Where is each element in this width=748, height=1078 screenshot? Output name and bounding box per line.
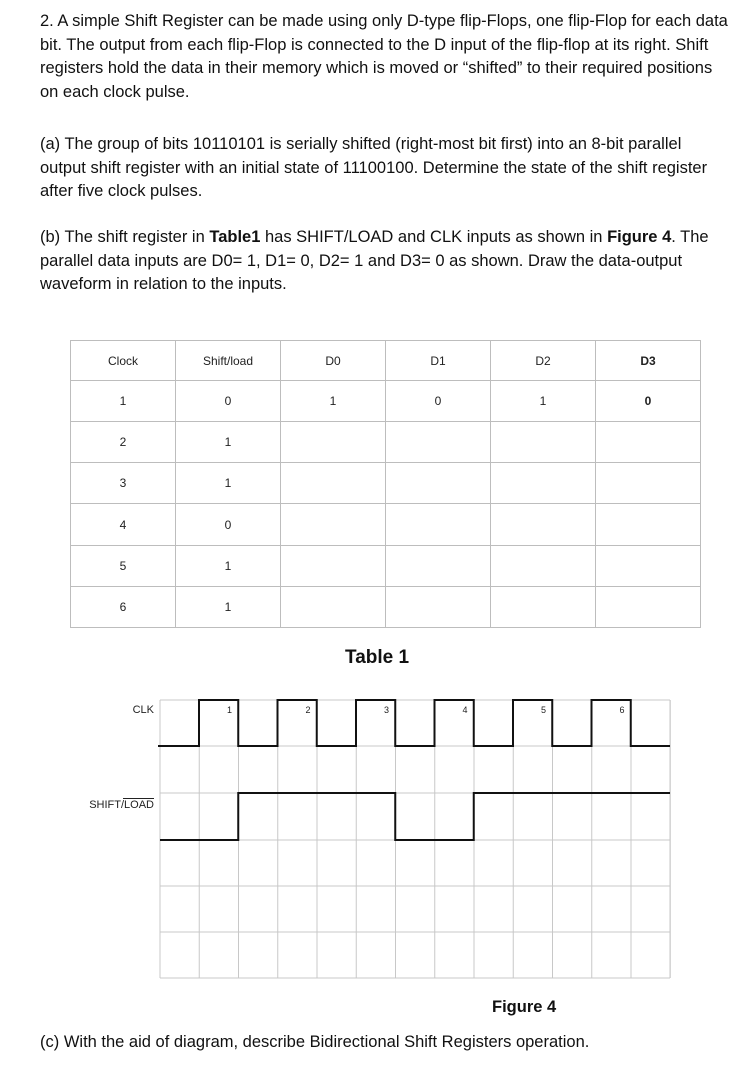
header-d3: D3 bbox=[596, 341, 701, 381]
clk-waveform bbox=[158, 700, 670, 746]
cell-d2: 1 bbox=[491, 381, 596, 422]
shift-load-label: SHIFT/LOAD bbox=[89, 799, 154, 811]
cell-clock: 5 bbox=[71, 545, 176, 586]
table-caption: Table 1 bbox=[345, 647, 410, 668]
cell-d0: 1 bbox=[281, 381, 386, 422]
cell-d2 bbox=[491, 545, 596, 586]
cell-d1: 0 bbox=[386, 381, 491, 422]
cell-d2 bbox=[491, 463, 596, 504]
table-row bbox=[71, 545, 701, 586]
cell-clock: 3 bbox=[71, 463, 176, 504]
cell-d0 bbox=[281, 463, 386, 504]
part-b-table-ref: Table1 bbox=[209, 228, 261, 246]
cell-d2 bbox=[491, 422, 596, 463]
clock-pulse-labels bbox=[227, 705, 625, 715]
question-part-a: (a) The group of bits 10110101 is serially shifted (right-most bit first) into an 8-bit parallel output shift register with an initial state of 11100100. Determine the state of the shift register after five clock pulses. bbox=[40, 135, 708, 200]
header-clock: Clock bbox=[71, 341, 176, 381]
cell-d1 bbox=[386, 504, 491, 545]
cell-shift-load: 0 bbox=[176, 381, 281, 422]
cell-d3: 0 bbox=[596, 381, 701, 422]
shift-load-waveform bbox=[160, 793, 670, 840]
part-b-figure-ref: Figure 4 bbox=[607, 228, 672, 246]
question-part-b bbox=[40, 226, 730, 297]
question-intro: 2. A simple Shift Register can be made using only D-type flip-Flops, one flip-Flop for each data bit. The output from each flip-Flop is connected to the D input of the flip-flop at its right. Shift registers hold the data in their memory which is moved or “shifted” to their required positions on each clock pulse. bbox=[40, 12, 728, 101]
cell-d0 bbox=[281, 504, 386, 545]
cell-d3 bbox=[596, 463, 701, 504]
table-row bbox=[71, 463, 701, 504]
header-d1: D1 bbox=[386, 341, 491, 381]
cell-shift-load: 1 bbox=[176, 422, 281, 463]
cell-shift-load: 1 bbox=[176, 586, 281, 627]
part-b-text-2: has SHIFT/LOAD and CLK inputs as shown in bbox=[260, 228, 608, 246]
table-header-row bbox=[71, 341, 701, 381]
cell-d3 bbox=[596, 545, 701, 586]
table-1 bbox=[70, 340, 701, 628]
clk-label: CLK bbox=[132, 704, 154, 716]
cell-d1 bbox=[386, 463, 491, 504]
table-row bbox=[71, 504, 701, 545]
table-row bbox=[71, 422, 701, 463]
cell-d1 bbox=[386, 422, 491, 463]
cell-d0 bbox=[281, 422, 386, 463]
cell-d0 bbox=[281, 586, 386, 627]
pulse-label: 6 bbox=[619, 705, 625, 715]
cell-d1 bbox=[386, 586, 491, 627]
part-b-text-1: (b) The shift register in bbox=[40, 228, 210, 246]
pulse-label: 5 bbox=[541, 705, 547, 715]
cell-clock: 1 bbox=[71, 381, 176, 422]
figure-caption: Figure 4 bbox=[492, 998, 557, 1016]
header-d0: D0 bbox=[281, 341, 386, 381]
cell-shift-load: 1 bbox=[176, 545, 281, 586]
cell-d1 bbox=[386, 545, 491, 586]
cell-clock: 6 bbox=[71, 586, 176, 627]
cell-shift-load: 0 bbox=[176, 504, 281, 545]
header-shift-load: Shift/load bbox=[176, 341, 281, 381]
cell-d3 bbox=[596, 586, 701, 627]
pulse-label: 3 bbox=[384, 705, 390, 715]
header-d2: D2 bbox=[491, 341, 596, 381]
cell-clock: 2 bbox=[71, 422, 176, 463]
figure-4-timing-diagram bbox=[0, 690, 748, 990]
question-part-c: (c) With the aid of diagram, describe Bidirectional Shift Registers operation. bbox=[40, 1033, 590, 1051]
cell-d2 bbox=[491, 504, 596, 545]
part-b-text-3: . The parallel data inputs are D0= 1, D1= 0, D2= 1 and D3= 0 as shown. Draw the data-output waveform in relation to the inputs. bbox=[40, 228, 709, 293]
cell-shift-load: 1 bbox=[176, 463, 281, 504]
cell-clock: 4 bbox=[71, 504, 176, 545]
cell-d3 bbox=[596, 422, 701, 463]
pulse-label: 2 bbox=[305, 705, 311, 715]
cell-d2 bbox=[491, 586, 596, 627]
pulse-label: 4 bbox=[462, 705, 468, 715]
pulse-label: 1 bbox=[227, 705, 233, 715]
table-row bbox=[71, 381, 701, 422]
table-row bbox=[71, 586, 701, 627]
cell-d3 bbox=[596, 504, 701, 545]
cell-d0 bbox=[281, 545, 386, 586]
